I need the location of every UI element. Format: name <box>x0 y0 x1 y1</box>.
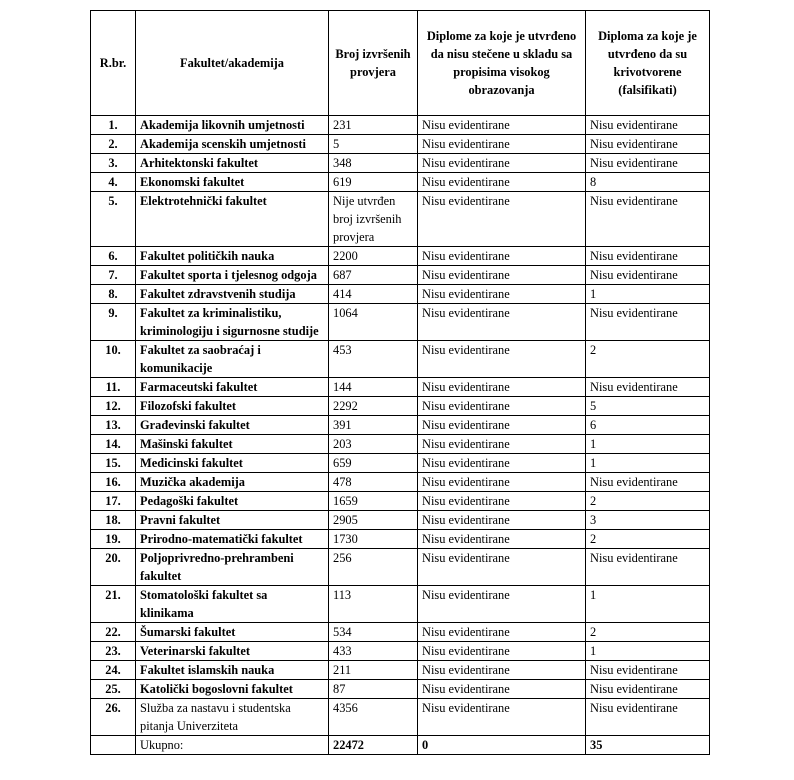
faculty-name: Filozofski fakultet <box>136 397 329 416</box>
forged-value: Nisu evidentirane <box>586 266 710 285</box>
not-acquired-value: Nisu evidentirane <box>418 492 586 511</box>
forged-value: Nisu evidentirane <box>586 661 710 680</box>
checks-count: 2905 <box>329 511 418 530</box>
row-number: 2. <box>91 135 136 154</box>
not-acquired-value: Nisu evidentirane <box>418 341 586 378</box>
table-row <box>91 699 710 736</box>
row-number: 5. <box>91 192 136 247</box>
not-acquired-value: Nisu evidentirane <box>418 435 586 454</box>
row-number: 20. <box>91 549 136 586</box>
faculty-name: Akademija likovnih umjetnosti <box>136 116 329 135</box>
total-row <box>91 736 710 755</box>
total-empty <box>91 736 136 755</box>
row-number: 14. <box>91 435 136 454</box>
not-acquired-value: Nisu evidentirane <box>418 549 586 586</box>
faculty-name: Muzička akademija <box>136 473 329 492</box>
total-label: Ukupno: <box>136 736 329 755</box>
faculty-name: Stomatološki fakultet sa klinikama <box>136 586 329 623</box>
checks-count: 414 <box>329 285 418 304</box>
table-row <box>91 266 710 285</box>
row-number: 19. <box>91 530 136 549</box>
not-acquired-value: Nisu evidentirane <box>418 266 586 285</box>
row-number: 15. <box>91 454 136 473</box>
table-row <box>91 642 710 661</box>
forged-value: Nisu evidentirane <box>586 154 710 173</box>
forged-value: Nisu evidentirane <box>586 699 710 736</box>
faculty-name: Fakultet zdravstvenih studija <box>136 285 329 304</box>
row-number: 23. <box>91 642 136 661</box>
table-row <box>91 680 710 699</box>
checks-count: 144 <box>329 378 418 397</box>
header-forged: Diploma za koje je utvrđeno da su krivotvorene (falsifikati) <box>586 11 710 116</box>
not-acquired-value: Nisu evidentirane <box>418 454 586 473</box>
forged-value: 2 <box>586 341 710 378</box>
not-acquired-value: Nisu evidentirane <box>418 192 586 247</box>
not-acquired-value: Nisu evidentirane <box>418 416 586 435</box>
table-row <box>91 530 710 549</box>
forged-value: 5 <box>586 397 710 416</box>
table-row <box>91 397 710 416</box>
not-acquired-value: Nisu evidentirane <box>418 285 586 304</box>
checks-count: 478 <box>329 473 418 492</box>
checks-count: 433 <box>329 642 418 661</box>
forged-value: 1 <box>586 454 710 473</box>
not-acquired-value: Nisu evidentirane <box>418 116 586 135</box>
forged-value: 2 <box>586 623 710 642</box>
row-number: 17. <box>91 492 136 511</box>
faculty-name: Elektrotehnički fakultet <box>136 192 329 247</box>
forged-value: Nisu evidentirane <box>586 378 710 397</box>
faculty-name: Pravni fakultet <box>136 511 329 530</box>
not-acquired-value: Nisu evidentirane <box>418 699 586 736</box>
total-not-acquired: 0 <box>418 736 586 755</box>
table-row <box>91 435 710 454</box>
checks-count: 2292 <box>329 397 418 416</box>
table-row <box>91 492 710 511</box>
row-number: 9. <box>91 304 136 341</box>
checks-count: 1730 <box>329 530 418 549</box>
faculty-name: Veterinarski fakultet <box>136 642 329 661</box>
faculty-name: Fakultet za kriminalistiku, kriminologiju i sigurnosne studije <box>136 304 329 341</box>
not-acquired-value: Nisu evidentirane <box>418 680 586 699</box>
forged-value: Nisu evidentirane <box>586 135 710 154</box>
forged-value: 8 <box>586 173 710 192</box>
forged-value: Nisu evidentirane <box>586 549 710 586</box>
row-number: 18. <box>91 511 136 530</box>
row-number: 12. <box>91 397 136 416</box>
diplomas-table <box>90 10 710 755</box>
total-forged: 35 <box>586 736 710 755</box>
checks-count: 391 <box>329 416 418 435</box>
checks-count: 687 <box>329 266 418 285</box>
not-acquired-value: Nisu evidentirane <box>418 530 586 549</box>
row-number: 13. <box>91 416 136 435</box>
checks-count: 534 <box>329 623 418 642</box>
table-row <box>91 285 710 304</box>
forged-value: Nisu evidentirane <box>586 680 710 699</box>
row-number: 24. <box>91 661 136 680</box>
faculty-name: Fakultet političkih nauka <box>136 247 329 266</box>
checks-count: 1064 <box>329 304 418 341</box>
checks-count: 1659 <box>329 492 418 511</box>
table-row <box>91 192 710 247</box>
faculty-name: Arhitektonski fakultet <box>136 154 329 173</box>
table-row <box>91 511 710 530</box>
checks-count: 5 <box>329 135 418 154</box>
not-acquired-value: Nisu evidentirane <box>418 511 586 530</box>
table-row <box>91 154 710 173</box>
table-row <box>91 416 710 435</box>
faculty-name: Pedagoški fakultet <box>136 492 329 511</box>
faculty-name: Fakultet za saobraćaj i komunikacije <box>136 341 329 378</box>
header-checks: Broj izvršenih provjera <box>329 11 418 116</box>
table-row <box>91 549 710 586</box>
faculty-name: Fakultet islamskih nauka <box>136 661 329 680</box>
row-number: 22. <box>91 623 136 642</box>
header-faculty: Fakultet/akademija <box>136 11 329 116</box>
checks-count: 113 <box>329 586 418 623</box>
header-row <box>91 11 710 116</box>
table-row <box>91 661 710 680</box>
row-number: 7. <box>91 266 136 285</box>
forged-value: Nisu evidentirane <box>586 304 710 341</box>
forged-value: Nisu evidentirane <box>586 192 710 247</box>
row-number: 6. <box>91 247 136 266</box>
faculty-name: Farmaceutski fakultet <box>136 378 329 397</box>
forged-value: 2 <box>586 492 710 511</box>
header-rbr: R.br. <box>91 11 136 116</box>
row-number: 25. <box>91 680 136 699</box>
faculty-name: Fakultet sporta i tjelesnog odgoja <box>136 266 329 285</box>
faculty-name: Prirodno-matematički fakultet <box>136 530 329 549</box>
checks-count: Nije utvrđen broj izvršenih provjera <box>329 192 418 247</box>
table-row <box>91 173 710 192</box>
checks-count: 256 <box>329 549 418 586</box>
row-number: 11. <box>91 378 136 397</box>
forged-value: 6 <box>586 416 710 435</box>
forged-value: Nisu evidentirane <box>586 116 710 135</box>
table-row <box>91 623 710 642</box>
not-acquired-value: Nisu evidentirane <box>418 378 586 397</box>
not-acquired-value: Nisu evidentirane <box>418 642 586 661</box>
checks-count: 659 <box>329 454 418 473</box>
faculty-name: Služba za nastavu i studentska pitanja Univerziteta <box>136 699 329 736</box>
forged-value: 1 <box>586 642 710 661</box>
checks-count: 87 <box>329 680 418 699</box>
not-acquired-value: Nisu evidentirane <box>418 173 586 192</box>
not-acquired-value: Nisu evidentirane <box>418 154 586 173</box>
forged-value: 2 <box>586 530 710 549</box>
forged-value: 3 <box>586 511 710 530</box>
table-body <box>91 116 710 755</box>
row-number: 1. <box>91 116 136 135</box>
row-number: 26. <box>91 699 136 736</box>
not-acquired-value: Nisu evidentirane <box>418 661 586 680</box>
row-number: 16. <box>91 473 136 492</box>
row-number: 10. <box>91 341 136 378</box>
checks-count: 348 <box>329 154 418 173</box>
checks-count: 211 <box>329 661 418 680</box>
table-row <box>91 341 710 378</box>
table-row <box>91 473 710 492</box>
total-checks: 22472 <box>329 736 418 755</box>
header-not-acquired: Diplome za koje je utvrđeno da nisu stečene u skladu sa propisima visokog obrazovanja <box>418 11 586 116</box>
checks-count: 231 <box>329 116 418 135</box>
not-acquired-value: Nisu evidentirane <box>418 247 586 266</box>
not-acquired-value: Nisu evidentirane <box>418 397 586 416</box>
forged-value: 1 <box>586 586 710 623</box>
not-acquired-value: Nisu evidentirane <box>418 473 586 492</box>
table-row <box>91 454 710 473</box>
table-row <box>91 586 710 623</box>
checks-count: 2200 <box>329 247 418 266</box>
row-number: 8. <box>91 285 136 304</box>
not-acquired-value: Nisu evidentirane <box>418 304 586 341</box>
faculty-name: Ekonomski fakultet <box>136 173 329 192</box>
checks-count: 619 <box>329 173 418 192</box>
forged-value: Nisu evidentirane <box>586 247 710 266</box>
not-acquired-value: Nisu evidentirane <box>418 623 586 642</box>
table-row <box>91 304 710 341</box>
faculty-name: Poljoprivredno-prehrambeni fakultet <box>136 549 329 586</box>
faculty-name: Katolički bogoslovni fakultet <box>136 680 329 699</box>
row-number: 21. <box>91 586 136 623</box>
checks-count: 4356 <box>329 699 418 736</box>
faculty-name: Šumarski fakultet <box>136 623 329 642</box>
table-row <box>91 135 710 154</box>
forged-value: Nisu evidentirane <box>586 473 710 492</box>
forged-value: 1 <box>586 285 710 304</box>
not-acquired-value: Nisu evidentirane <box>418 135 586 154</box>
not-acquired-value: Nisu evidentirane <box>418 586 586 623</box>
table-row <box>91 247 710 266</box>
forged-value: 1 <box>586 435 710 454</box>
row-number: 3. <box>91 154 136 173</box>
faculty-name: Akademija scenskih umjetnosti <box>136 135 329 154</box>
row-number: 4. <box>91 173 136 192</box>
table-row <box>91 116 710 135</box>
table-row <box>91 378 710 397</box>
faculty-name: Mašinski fakultet <box>136 435 329 454</box>
faculty-name: Građevinski fakultet <box>136 416 329 435</box>
checks-count: 453 <box>329 341 418 378</box>
checks-count: 203 <box>329 435 418 454</box>
faculty-name: Medicinski fakultet <box>136 454 329 473</box>
